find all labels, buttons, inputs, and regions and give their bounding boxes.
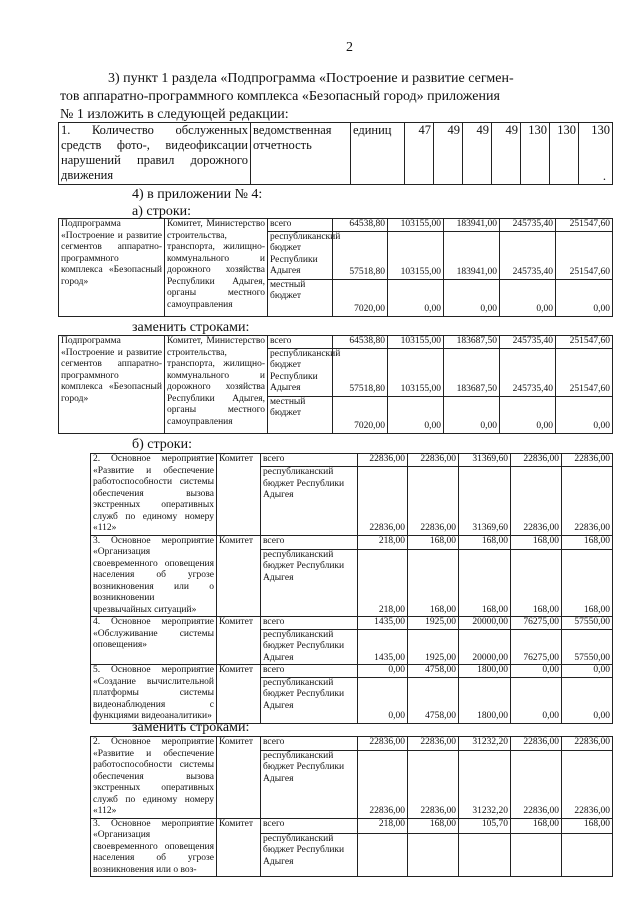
value-cell: 0,00 [562, 677, 613, 723]
value-cell: 0,00 [500, 396, 556, 433]
value-cell: 245735,40 [500, 348, 556, 396]
value-cell: 0,00 [444, 279, 500, 316]
row-label-total: всего [261, 535, 358, 549]
value-cell: 57550,00 [562, 629, 613, 665]
value-cell: 22836,00 [511, 750, 562, 818]
value-cell: 245735,40 [500, 219, 556, 232]
value-cell: 22836,00 [562, 750, 613, 818]
value-cell: 76275,00 [511, 629, 562, 665]
heading-replace-1: заменить строками: [132, 320, 250, 335]
heading-b: б) строки: [132, 437, 192, 452]
value-cell: 31369,60 [459, 454, 511, 467]
value-cell: 22836,00 [358, 454, 408, 467]
value-cell: 168,00 [511, 535, 562, 549]
value-cell: 22836,00 [511, 737, 562, 751]
row-label-budget: республиканский бюджет Республики Адыгея [268, 231, 333, 279]
program-name: Подпрограмма «Построение и развитие сегментов аппаратно-программного комплекса «Безопасный город» [59, 336, 165, 434]
value-cell: 64538,80 [333, 219, 388, 232]
value-cell: 218,00 [358, 549, 408, 616]
measure-executor: Комитет [217, 617, 261, 665]
row-label-local: местный бюджет [268, 396, 333, 433]
paragraph-3-line-2: тов аппаратно-программного комплекса «Безопасный город» приложения [60, 89, 500, 104]
value-cell: 20000,00 [459, 617, 511, 630]
value-cell: 22836,00 [562, 454, 613, 467]
table-b-old [90, 453, 613, 724]
row-label-budget: республиканский бюджет Республики Адыгея [268, 348, 333, 396]
value-cell: 20000,00 [459, 629, 511, 665]
table-a-new [58, 335, 613, 434]
value-cell: 183941,00 [444, 219, 500, 232]
value-cell: 0,00 [556, 396, 613, 433]
indicator-value: 49 [463, 123, 492, 185]
value-cell: 4758,00 [408, 665, 459, 678]
indicator-unit: единиц [351, 123, 405, 185]
value-cell: 0,00 [444, 396, 500, 433]
row-label-total: всего [261, 818, 358, 833]
indicator-value-last [579, 123, 613, 185]
measure-executor: Комитет [217, 737, 261, 819]
measure-name: 4. Основное мероприятие «Обслуживание системы оповещения» [91, 617, 217, 665]
value-cell: 22836,00 [408, 467, 459, 535]
value-cell: 183941,00 [444, 231, 500, 279]
indicator-value: 130 [591, 123, 610, 137]
paragraph-3-line-3: № 1 изложить в следующей редакции: [60, 107, 289, 122]
value-cell: 1435,00 [358, 629, 408, 665]
indicator-dot: . [602, 169, 606, 183]
value-cell: 22836,00 [562, 467, 613, 535]
value-cell: 22836,00 [408, 750, 459, 818]
row-label-budget: республиканский бюджет Республики Адыгея [261, 750, 358, 818]
measure-executor: Комитет [217, 665, 261, 724]
value-cell: 168,00 [562, 549, 613, 616]
value-cell: 1435,00 [358, 617, 408, 630]
row-label-budget: республиканский бюджет Республики Адыгея [261, 629, 358, 665]
value-cell: 31232,20 [459, 750, 511, 818]
value-cell: 0,00 [500, 279, 556, 316]
row-label-budget: республиканский бюджет Республики Адыгея [261, 833, 358, 876]
value-cell: 76275,00 [511, 617, 562, 630]
value-cell: 251547,60 [556, 348, 613, 396]
indicator-value: 130 [521, 123, 550, 185]
value-cell: 7020,00 [333, 396, 388, 433]
value-cell: 31232,20 [459, 737, 511, 751]
value-cell: 218,00 [358, 535, 408, 549]
value-cell: 168,00 [459, 549, 511, 616]
measure-executor: Комитет [217, 535, 261, 617]
value-cell: 22836,00 [511, 454, 562, 467]
measure-name: 2. Основное мероприятие «Развитие и обеспечение работоспособности системы обеспечения вызова экстренных оперативных служб по единому номеру «112» [91, 737, 217, 819]
measure-name: 2. Основное мероприятие «Развитие и обеспечение работоспособности системы обеспечения вызова экстренных оперативных служб по единому номеру «112» [91, 454, 217, 536]
value-cell: 251547,60 [556, 336, 613, 349]
value-cell: 64538,80 [333, 336, 388, 349]
value-cell: 103155,00 [388, 219, 444, 232]
paragraph-3 [60, 70, 514, 124]
value-cell: 168,00 [562, 818, 613, 833]
value-cell: 251547,60 [556, 219, 613, 232]
value-cell: 183687,50 [444, 336, 500, 349]
row-label-local: местный бюджет [268, 279, 333, 316]
indicator-source: ведомственная отчетность [251, 123, 351, 185]
value-cell: 4758,00 [408, 677, 459, 723]
executor: Комитет, Министерство строительства, транспорта, жилищно-коммунального и дорожного хозяйства Республики Адыгея, органы местного самоуправления [165, 336, 268, 434]
value-cell: 0,00 [388, 279, 444, 316]
value-cell: 7020,00 [333, 279, 388, 316]
value-cell: 0,00 [511, 665, 562, 678]
value-cell: 57518,80 [333, 348, 388, 396]
table-b-new [90, 736, 613, 877]
indicator-value: 49 [492, 123, 521, 185]
value-cell: 245735,40 [500, 336, 556, 349]
value-cell: 183687,50 [444, 348, 500, 396]
value-cell: 0,00 [562, 665, 613, 678]
value-cell-empty [459, 833, 511, 876]
indicator-value: 130 [550, 123, 579, 185]
value-cell: 22836,00 [358, 737, 408, 751]
value-cell: 168,00 [511, 549, 562, 616]
table-a-old [58, 218, 613, 317]
value-cell: 1925,00 [408, 629, 459, 665]
value-cell: 22836,00 [562, 737, 613, 751]
value-cell: 168,00 [459, 535, 511, 549]
value-cell: 218,00 [358, 818, 408, 833]
value-cell: 57550,00 [562, 617, 613, 630]
value-cell-empty [408, 833, 459, 876]
value-cell: 57518,80 [333, 231, 388, 279]
value-cell: 168,00 [408, 549, 459, 616]
row-label-total: всего [261, 617, 358, 630]
value-cell: 0,00 [556, 279, 613, 316]
value-cell: 168,00 [408, 535, 459, 549]
heading-a: а) строки: [132, 204, 192, 219]
value-cell: 245735,40 [500, 231, 556, 279]
value-cell: 0,00 [358, 677, 408, 723]
value-cell: 168,00 [562, 535, 613, 549]
measure-executor: Комитет [217, 454, 261, 536]
value-cell: 22836,00 [408, 454, 459, 467]
value-cell: 31369,60 [459, 467, 511, 535]
row-label-budget: республиканский бюджет Республики Адыгея [261, 549, 358, 616]
measure-name: 5. Основное мероприятие «Создание вычислительной платформы системы видеонаблюдения с функциями видеоаналитики» [91, 665, 217, 724]
paragraph-3-line-1: 3) пункт 1 раздела «Подпрограмма «Построение и развитие сегмен- [108, 71, 514, 86]
value-cell: 1800,00 [459, 677, 511, 723]
row-label-total: всего [268, 219, 333, 232]
row-label-total: всего [261, 454, 358, 467]
value-cell: 0,00 [358, 665, 408, 678]
measure-name: 3. Основное мероприятие «Организация своевременного оповещения населения об угрозе возникновения или о возникновении чрезвычайных ситуаций» [91, 535, 217, 617]
value-cell: 105,70 [459, 818, 511, 833]
value-cell: 103155,00 [388, 336, 444, 349]
heading-replace-2: заменить строками: [132, 720, 250, 735]
paragraph-4: 4) в приложении № 4: [132, 187, 263, 202]
page-number: 2 [346, 40, 353, 55]
measure-name: 3. Основное мероприятие «Организация своевременного оповещения населения об угрозе возникновения или о воз- [91, 818, 217, 877]
indicator-name: 1. Количество обслуженных средств фото-, видеофиксации нарушений правил дорожного движения [59, 123, 251, 185]
value-cell: 22836,00 [358, 750, 408, 818]
program-name: Подпрограмма «Построение и развитие сегментов аппаратно-программного комплекса «Безопасный город» [59, 219, 165, 317]
indicator-value: 49 [434, 123, 463, 185]
measure-executor: Комитет [217, 818, 261, 877]
value-cell: 251547,60 [556, 231, 613, 279]
value-cell: 22836,00 [408, 737, 459, 751]
indicator-value: 47 [405, 123, 434, 185]
value-cell: 1925,00 [408, 617, 459, 630]
value-cell: 168,00 [408, 818, 459, 833]
row-label-total: всего [261, 737, 358, 751]
value-cell: 1800,00 [459, 665, 511, 678]
executor: Комитет, Министерство строительства, транспорта, жилищно-коммунального и дорожного хозяйства Республики Адыгея, органы местного самоуправления [165, 219, 268, 317]
value-cell: 168,00 [511, 818, 562, 833]
indicator-table [58, 122, 613, 185]
indicator-row [59, 123, 613, 185]
row-label-budget: республиканский бюджет Республики Адыгея [261, 677, 358, 723]
value-cell-empty [511, 833, 562, 876]
value-cell: 0,00 [511, 677, 562, 723]
value-cell: 22836,00 [511, 467, 562, 535]
value-cell-empty [358, 833, 408, 876]
row-label-total: всего [261, 665, 358, 678]
value-cell: 103155,00 [388, 231, 444, 279]
value-cell: 0,00 [388, 396, 444, 433]
row-label-budget: республиканский бюджет Республики Адыгея [261, 467, 358, 535]
row-label-total: всего [268, 336, 333, 349]
value-cell: 22836,00 [358, 467, 408, 535]
value-cell-empty [562, 833, 613, 876]
value-cell: 103155,00 [388, 348, 444, 396]
